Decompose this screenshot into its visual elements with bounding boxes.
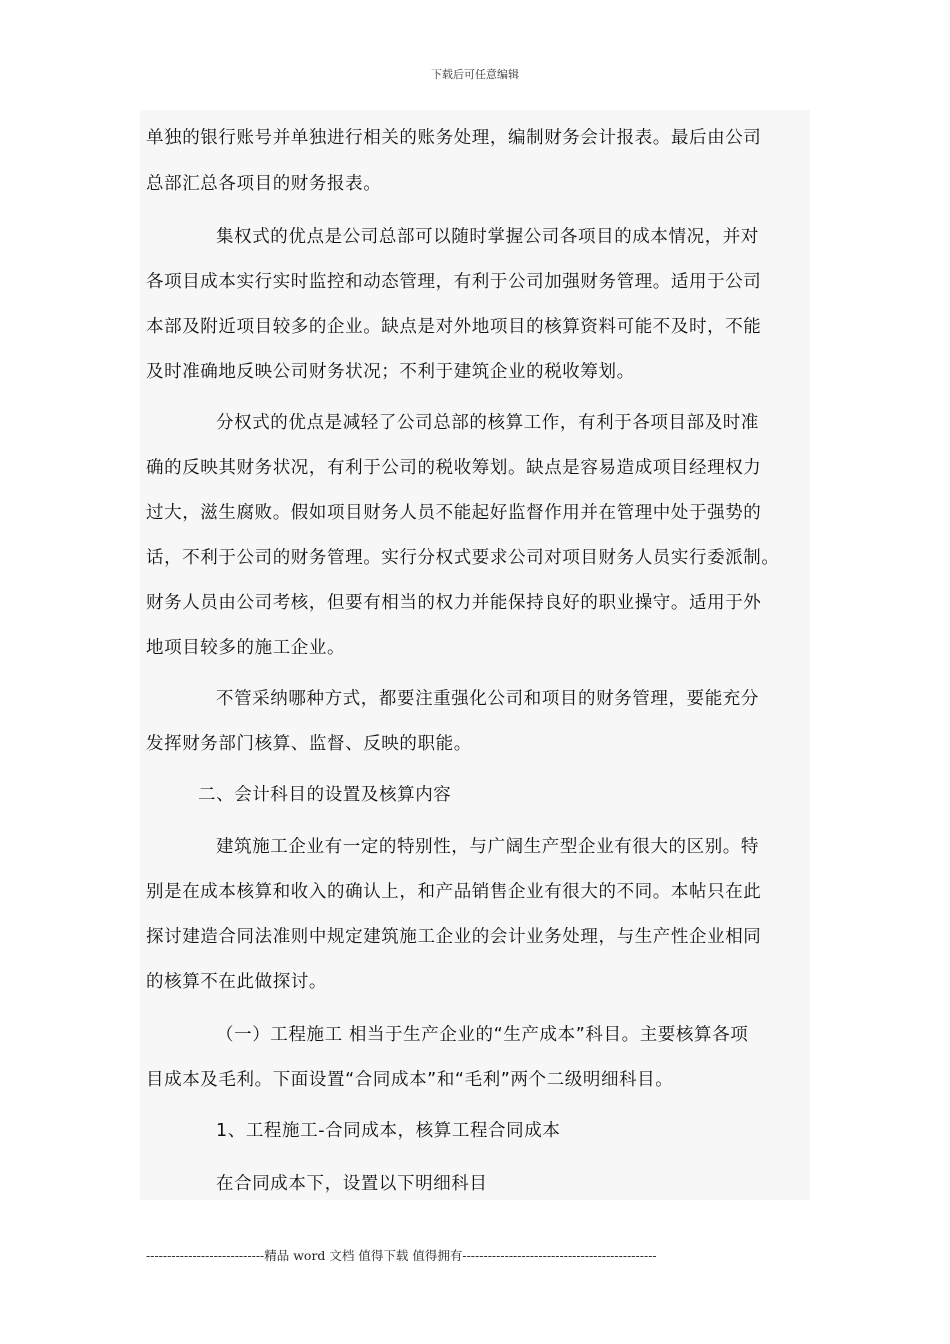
text-line: 地项目较多的施工企业。 [146,638,346,658]
text-line: 确的反映其财务状况，有利于公司的税收筹划。缺点是容易造成项目经理权力 [146,458,762,478]
paragraph-first-line: 不管采纳哪种方式，都要注重强化公司和项目的财务管理，要能充分 [216,689,759,709]
text-line: 发挥财务部门核算、监督、反映的职能。 [146,734,472,754]
paragraph-first-line: 分权式的优点是减轻了公司总部的核算工作，有利于各项目部及时准 [216,413,759,433]
section-heading: 二、会计科目的设置及核算内容 [198,785,452,805]
text-line: 别是在成本核算和收入的确认上，和产品销售企业有很大的不同。本帖只在此 [146,882,762,902]
text-line: 话，不利于公司的财务管理。实行分权式要求公司对项目财务人员实行委派制。 [146,548,780,568]
text-line: 财务人员由公司考核，但要有相当的权力并能保持良好的职业操守。适用于外 [146,593,762,613]
text-line: 单独的银行账号并单独进行相关的账务处理，编制财务会计报表。最后由公司 [146,128,762,148]
paragraph-first-line: 集权式的优点是公司总部可以随时掌握公司各项目的成本情况，并对 [216,227,759,247]
text-line: 各项目成本实行实时监控和动态管理，有利于公司加强财务管理。适用于公司 [146,272,762,292]
text-line: 本部及附近项目较多的企业。缺点是对外地项目的核算资料可能不及时，不能 [146,317,762,337]
subsection-heading: 1、工程施工-合同成本，核算工程合同成本 [216,1121,561,1141]
text-line: 过大，滋生腐败。假如项目财务人员不能起好监督作用并在管理中处于强势的 [146,503,762,523]
text-line: 探讨建造合同法准则中规定建筑施工企业的会计业务处理，与生产性企业相同 [146,927,762,947]
paragraph-first-line: 在合同成本下，设置以下明细科目 [216,1174,488,1194]
footer-note: ----------------------------精品 word 文档 值得下载 值得拥有---------------------------------------------- [146,1248,657,1263]
paragraph-first-line: （一）工程施工 相当于生产企业的“生产成本”科目。主要核算各项 [216,1025,749,1045]
text-line: 目成本及毛利。下面设置“合同成本”和“毛利”两个二级明细科目。 [146,1070,674,1090]
text-line: 总部汇总各项目的财务报表。 [146,174,382,194]
text-line: 的核算不在此做探讨。 [146,972,327,992]
header-note: 下载后可任意编辑 [431,68,519,81]
paragraph-first-line: 建筑施工企业有一定的特别性，与广阔生产型企业有很大的区别。特 [216,837,759,857]
text-line: 及时准确地反映公司财务状况；不利于建筑企业的税收筹划。 [146,362,635,382]
